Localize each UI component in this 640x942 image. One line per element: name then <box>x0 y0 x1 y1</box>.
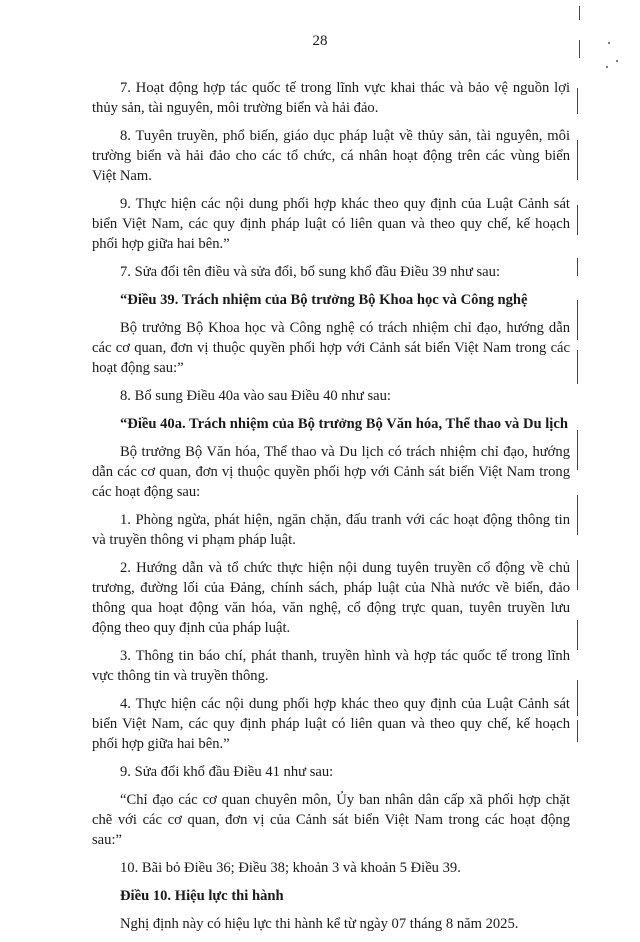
scan-edge-mark <box>577 495 578 535</box>
paragraph-item-8-propaganda: 8. Tuyên truyền, phổ biến, giáo dục pháp luật về thủy sản, tài nguyên, môi trường biển và hải đảo cho các tổ chức, cá nhân hoạt động trên các vùng biển Việt Nam. <box>92 128 570 184</box>
scan-edge-mark <box>577 300 578 340</box>
article-40a-item-4: 4. Thực hiện các nội dung phối hợp khác theo quy định của Luật Cảnh sát biển Việt Nam, các quy định pháp luật có liên quan và theo quy chế, kế hoạch phối hợp giữa hai bên.” <box>92 696 570 752</box>
scan-edge-mark <box>579 40 580 58</box>
article-40a-body: Bộ trưởng Bộ Văn hóa, Thể thao và Du lịch có trách nhiệm chỉ đạo, hướng dẫn các cơ quan, đơn vị thuộc quyền phối hợp với Cảnh sát biển Việt Nam trong các hoạt động sau: <box>92 444 570 500</box>
scan-speck <box>616 60 618 62</box>
paragraph-item-7-intl-cooperation: 7. Hoạt động hợp tác quốc tế trong lĩnh vực khai thác và bảo vệ nguồn lợi thủy sản, tài nguyên, môi trường biển và hải đảo. <box>92 80 570 116</box>
scan-edge-mark <box>577 258 578 276</box>
scan-edge-mark <box>579 6 580 20</box>
paragraph-amendment-10: 10. Bãi bỏ Điều 36; Điều 38; khoản 3 và khoản 5 Điều 39. <box>120 860 461 876</box>
article-10-heading: Điều 10. Hiệu lực thi hành <box>120 888 284 904</box>
scan-edge-mark <box>577 88 578 114</box>
scan-speck <box>606 66 608 68</box>
article-10-body: Nghị định này có hiệu lực thi hành kể từ ngày 07 tháng 8 năm 2025. <box>120 916 519 932</box>
article-41-quote: “Chỉ đạo các cơ quan chuyên môn, Ủy ban nhân dân cấp xã phối hợp chặt chẽ với các cơ quan, đơn vị của Cảnh sát biển Việt Nam trong các hoạt động sau:” <box>92 792 570 848</box>
page-number: 28 <box>312 33 328 49</box>
scan-edge-mark <box>577 620 578 650</box>
document-body <box>92 78 570 942</box>
scan-speck <box>608 42 610 44</box>
article-40a-heading: “Điều 40a. Trách nhiệm của Bộ trưởng Bộ Văn hóa, Thể thao và Du lịch <box>120 416 568 432</box>
scan-edge-mark <box>577 680 578 716</box>
scan-edge-mark <box>577 430 578 470</box>
scan-edge-mark <box>577 350 578 384</box>
article-39-body: Bộ trưởng Bộ Khoa học và Công nghệ có trách nhiệm chỉ đạo, hướng dẫn các cơ quan, đơn vị thuộc quyền phối hợp với Cảnh sát biển Việt Nam trong các hoạt động sau:” <box>92 320 570 376</box>
article-39-heading: “Điều 39. Trách nhiệm của Bộ trưởng Bộ Khoa học và Công nghệ <box>120 292 528 308</box>
paragraph-item-9-other-coordination: 9. Thực hiện các nội dung phối hợp khác theo quy định của Luật Cảnh sát biển Việt Nam, các quy định pháp luật có liên quan và theo quy chế, kế hoạch phối hợp giữa hai bên.” <box>92 196 570 252</box>
scan-edge-mark <box>577 560 578 590</box>
paragraph-amendment-9: 9. Sửa đổi khổ đầu Điều 41 như sau: <box>120 764 334 780</box>
scan-edge-mark <box>577 720 578 742</box>
paragraph-amendment-7: 7. Sửa đổi tên điều và sửa đổi, bổ sung khổ đầu Điều 39 như sau: <box>120 264 501 280</box>
article-40a-item-1: 1. Phòng ngừa, phát hiện, ngăn chặn, đấu tranh với các hoạt động thông tin và truyền thông vi phạm pháp luật. <box>92 512 570 548</box>
scan-edge-mark <box>577 140 578 180</box>
scan-edge-mark <box>577 205 578 235</box>
article-40a-item-2: 2. Hướng dẫn và tổ chức thực hiện nội dung tuyên truyền cổ động về chủ trương, đường lối của Đảng, chính sách, pháp luật của Nhà nước về biển, đảo thông qua hoạt động văn hóa, văn nghệ, cổ động trực quan, tuyên truyền lưu động theo quy định của pháp luật. <box>92 560 570 636</box>
article-40a-item-3: 3. Thông tin báo chí, phát thanh, truyền hình và hợp tác quốc tế trong lĩnh vực thông tin và truyền thông. <box>92 648 570 684</box>
paragraph-amendment-8: 8. Bổ sung Điều 40a vào sau Điều 40 như sau: <box>120 388 391 404</box>
